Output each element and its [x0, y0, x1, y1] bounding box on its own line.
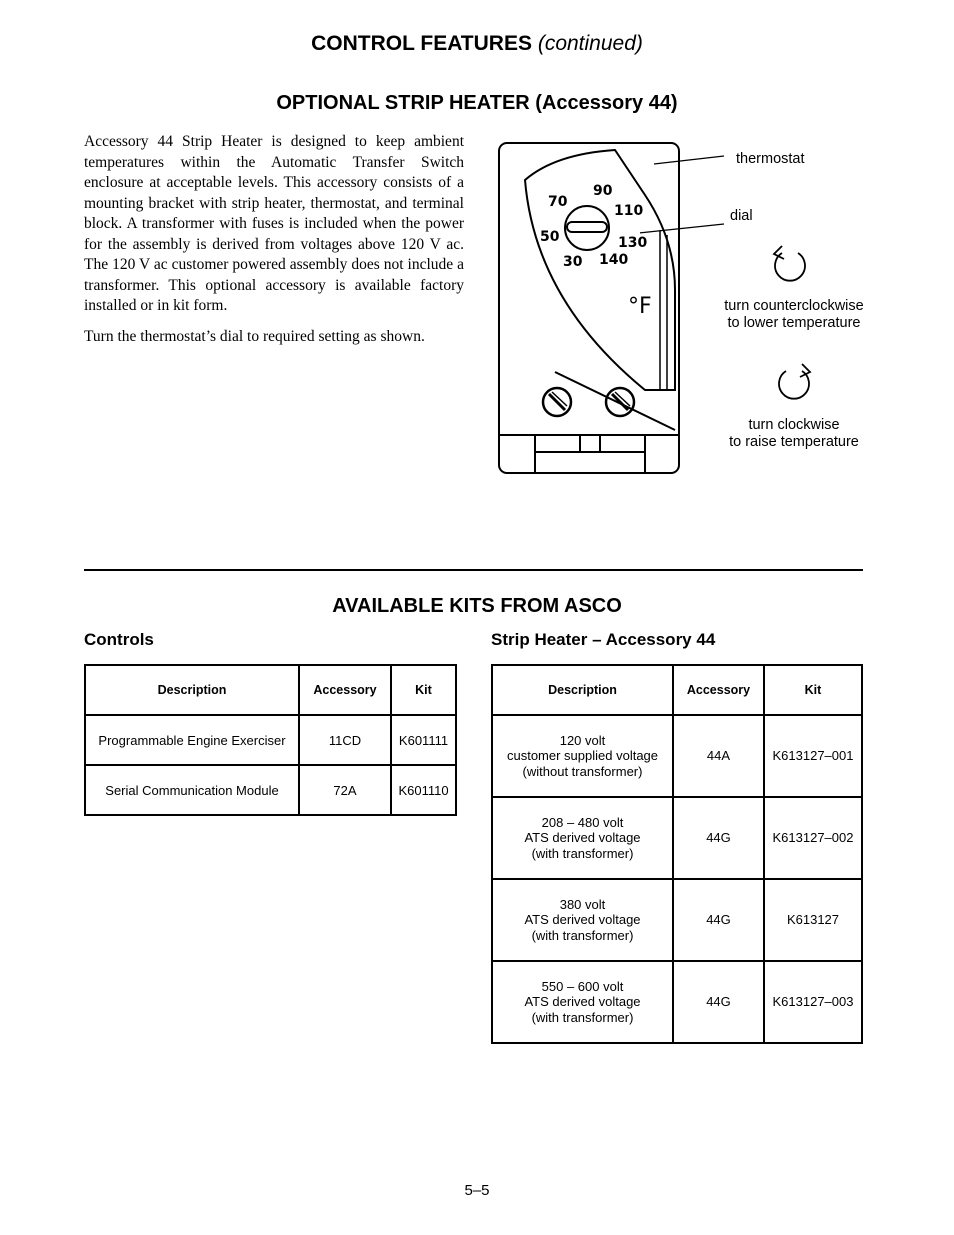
desc-line: 380 volt — [559, 896, 606, 912]
cell-accessory: 44A — [673, 715, 764, 797]
instruction-paragraph: Turn the thermostat’s dial to required setting as shown. — [84, 328, 425, 345]
col-kit: Kit — [764, 665, 862, 715]
cell-kit: K601110 — [391, 765, 456, 815]
title-suffix: (continued) — [537, 32, 643, 55]
desc-line: (with transformer) — [531, 1009, 634, 1025]
section-title: OPTIONAL STRIP HEATER (Accessory 44) — [276, 92, 678, 114]
col-description: Description — [492, 665, 673, 715]
col-description: Description — [85, 665, 299, 715]
cell-kit: K613127–002 — [764, 797, 862, 879]
callout-lines — [640, 150, 730, 240]
kits-title: AVAILABLE KITS FROM ASCO — [332, 595, 622, 617]
cw-line1: turn clockwise — [748, 417, 840, 433]
desc-line: (with transformer) — [531, 845, 634, 861]
dial-number-140: 140 — [599, 252, 629, 268]
desc-line: ATS derived voltage — [524, 994, 641, 1010]
cw-instruction — [704, 417, 884, 451]
dial-number-90: 90 — [593, 183, 613, 199]
table-row — [492, 715, 862, 797]
table-header-row — [492, 665, 862, 715]
cell-kit: K601111 — [391, 715, 456, 765]
page-number: 5–5 — [464, 1182, 490, 1199]
table-row — [85, 765, 456, 815]
dial-number-130: 130 — [618, 235, 648, 251]
controls-heading: Controls — [84, 630, 154, 649]
page-title — [0, 32, 954, 56]
desc-line: ATS derived voltage — [524, 830, 641, 846]
col-accessory: Accessory — [299, 665, 391, 715]
desc-line: customer supplied voltage — [506, 748, 659, 764]
table-row — [85, 715, 456, 765]
thermostat-label: thermostat — [736, 151, 805, 167]
cell-description: Programmable Engine Exerciser — [85, 715, 299, 765]
table-row — [492, 797, 862, 879]
clockwise-arrow-icon — [772, 362, 816, 410]
cell-description — [492, 715, 673, 797]
cell-kit: K613127–003 — [764, 961, 862, 1043]
desc-line: 120 volt — [559, 732, 606, 748]
ccw-line1: turn counterclockwise — [724, 298, 864, 314]
dial-number-30: 30 — [563, 254, 583, 270]
table-row — [492, 961, 862, 1043]
col-kit: Kit — [391, 665, 456, 715]
controls-table — [84, 664, 457, 816]
desc-line: 550 – 600 volt — [541, 978, 624, 994]
title-main: CONTROL FEATURES — [311, 32, 532, 55]
cell-description — [492, 961, 673, 1043]
cell-description — [492, 879, 673, 961]
desc-line: (without transformer) — [522, 763, 643, 779]
strip-heater-table — [491, 664, 863, 1044]
unit-label: °F — [628, 294, 652, 319]
table-row — [492, 879, 862, 961]
counterclockwise-arrow-icon — [768, 244, 812, 292]
cell-accessory: 44G — [673, 879, 764, 961]
cell-description: Serial Communication Module — [85, 765, 299, 815]
section-divider — [84, 569, 863, 571]
dial-label: dial — [730, 208, 753, 224]
desc-line: ATS derived voltage — [524, 912, 641, 928]
cw-line2: to raise temperature — [729, 434, 859, 450]
cell-accessory: 11CD — [299, 715, 391, 765]
desc-line: (with transformer) — [531, 927, 634, 943]
dial-number-110: 110 — [614, 203, 644, 219]
cell-accessory: 72A — [299, 765, 391, 815]
table-header-row — [85, 665, 456, 715]
dial-number-70: 70 — [548, 194, 568, 210]
strip-heater-heading: Strip Heater – Accessory 44 — [491, 630, 716, 649]
description-paragraph: Accessory 44 Strip Heater is designed to keep ambient temperatures within the Automatic Transfer Switch enclosure at acceptable levels. This accessory consists of a mounting bracket with strip heater, thermostat, and terminal block. A transformer with fuses is included when the power for the assembly is derived from voltages above 120 V ac. The 120 V ac customer powered assembly does not include a transformer. This optional accessory is available factory installed or in kit form. — [84, 133, 464, 314]
cell-description — [492, 797, 673, 879]
desc-line: 208 – 480 volt — [541, 814, 624, 830]
ccw-line2: to lower temperature — [727, 315, 861, 331]
col-accessory: Accessory — [673, 665, 764, 715]
cell-kit: K613127 — [764, 879, 862, 961]
ccw-instruction — [704, 298, 884, 332]
cell-kit: K613127–001 — [764, 715, 862, 797]
dial-number-50: 50 — [540, 229, 560, 245]
cell-accessory: 44G — [673, 797, 764, 879]
cell-accessory: 44G — [673, 961, 764, 1043]
